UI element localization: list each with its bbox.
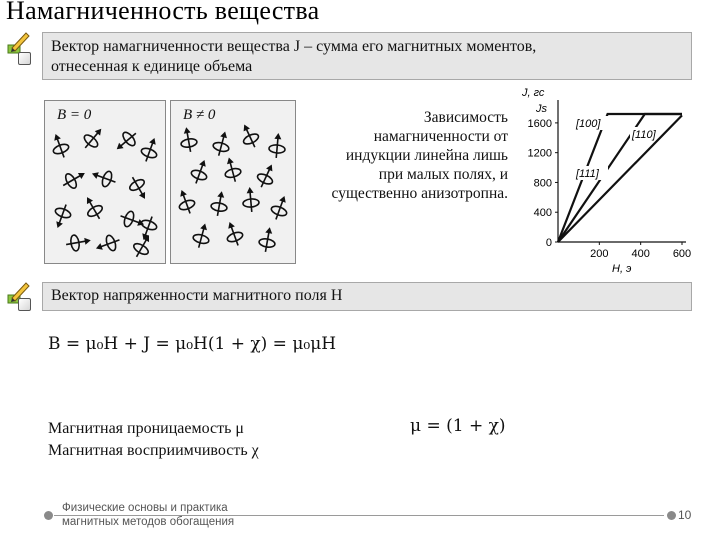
dipole-icon [237,121,262,150]
dipole-icon [126,173,152,203]
dipole-icon [174,187,198,216]
y-tick-label: 1200 [527,147,552,160]
footer-dot-icon [44,511,53,520]
series-label: [100] [576,118,601,130]
caption-line: Зависимость [423,109,508,126]
dipole-icon [242,186,260,212]
dipole-icon [138,135,162,164]
dipole-icon [178,126,198,153]
field-strength-text: Вектор напряженности магнитного поля H [51,287,343,304]
dipole-icon [191,221,213,249]
y-tick-label: 400 [533,207,552,220]
definition-box [42,32,692,80]
footer-line-1: Физические основы и практика [62,502,228,514]
field-strength-box [42,282,692,311]
chart-caption [296,108,508,203]
dipole-icon [48,131,72,160]
slide-title: Намагниченность вещества [6,0,320,25]
page-dot-icon [667,511,676,520]
bullet-square-icon [18,52,31,65]
induction-formula: B = μ₀H + J = μ₀H(1 + χ) = μ₀μH [48,334,337,354]
series-label: [110] [632,129,656,141]
aligned-dipoles-diagram [171,101,295,263]
x-axis-label: H, э [612,263,632,275]
panel-label-nonzero-field: B ≠ 0 [183,107,216,123]
random-dipoles-diagram [45,101,165,263]
x-tick-label: 400 [631,248,650,260]
caption-line: существенно анизотропна. [331,185,508,202]
dipoles-panel-field [170,100,296,264]
dipole-icon [254,161,279,190]
susceptibility-label: Магнитная восприимчивость χ [48,442,259,459]
y-axis-label-2: Js [536,103,547,115]
footer-line-2: магнитных методов обогащения [62,516,235,528]
dipole-icon [93,232,122,256]
caption-line: индукции линейна лишь [345,147,508,164]
dipole-icon [268,193,292,222]
dipole-icon [268,132,286,158]
dipole-icon [221,155,243,183]
definition-line-2: отнесенная к единице объема [51,58,253,75]
bullet-square-icon [18,298,31,311]
caption-line: намагниченности от [373,128,508,145]
x-tick-label: 200 [590,248,609,260]
permeability-label: Магнитная проницаемость μ [48,420,244,437]
dipole-icon [89,166,118,190]
dipole-icon [210,190,230,217]
x-tick-label: 600 [672,248,692,260]
dipole-icon [211,129,233,157]
caption-line: при малых полях, и [378,166,508,183]
y-tick-label: 0 [545,237,552,249]
dipoles-panel-no-field [44,100,166,264]
page-number: 10 [678,508,692,522]
series-label: [111] [576,168,599,180]
dipole-icon [112,127,141,155]
permeability-formula: μ = (1 + χ) [410,416,506,436]
dipole-icon [80,193,106,223]
definition-line-1: Вектор намагниченности вещества J – сумма его магнитных моментов, [51,38,537,55]
dipole-icon [258,226,278,253]
footer-text [62,501,234,529]
dipole-icon [65,232,92,252]
dipole-icon [222,219,246,248]
dipole-icon [79,124,107,153]
dipole-icon [59,166,89,192]
dipole-icon [50,202,74,231]
panel-label-zero-field: B = 0 [57,107,92,123]
dipole-icon [188,157,212,186]
magnetization-chart [514,82,694,278]
y-axis-label: J, гс [522,87,545,99]
y-tick-label: 1600 [527,117,552,130]
y-tick-label: 800 [533,177,552,190]
